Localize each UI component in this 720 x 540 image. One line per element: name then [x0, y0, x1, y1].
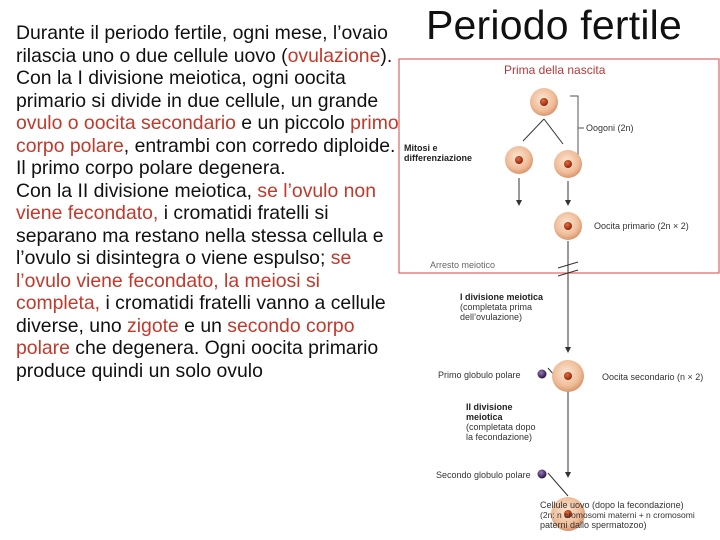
first-polar-body [538, 370, 547, 379]
paragraph-text: , entrambi con corredo diploide. Il primo corpo polare degenera. [16, 134, 396, 179]
second-polar-body [538, 470, 547, 479]
highlighted-text: primo corpo polare [16, 112, 399, 157]
highlighted-text: se l’ovulo non viene fecondato, [16, 179, 377, 224]
secondary-oocyte-cell [552, 360, 584, 392]
paragraph-text: i cromatidi fratelli vanno a cellule diverse, uno [16, 292, 386, 337]
prenatal-label: Prima della nascita [504, 63, 606, 77]
mitosis-label-line2: differenziazione [404, 153, 473, 163]
body-text [16, 22, 408, 382]
oogenesis-diagram [398, 56, 720, 540]
primary-oocyte-label: Oocita primario (2n × 2) [594, 221, 689, 231]
oogonium-cell-2 [505, 146, 533, 174]
slide-title: Periodo fertile [426, 2, 682, 48]
final-cell-label-line2: (2n: n cromosomi materni + n cromosomi [540, 510, 695, 520]
oogonium-cell-1 [530, 88, 558, 116]
primary-oocyte-cell [554, 212, 582, 240]
secondary-oocyte-label: Oocita secondario (n × 2) [602, 372, 704, 382]
first-polar-body-label: Primo globulo polare [438, 370, 521, 380]
oogoni-label: Oogoni (2n) [586, 123, 634, 133]
paragraph-text: che degenera. Ogni oocita primario produce quindi un solo ovulo [16, 337, 379, 382]
meiosis1-title: I divisione meiotica [460, 292, 544, 302]
meiosis1-sub1: (completata prima [460, 302, 533, 312]
paragraph-2 [16, 67, 408, 180]
meiosis2-title-line1: II divisione [466, 402, 513, 412]
paragraph-text: Con la I divisione meiotica, ogni oocita primario si divide in due cellule, un grande [16, 67, 379, 112]
paragraph-text: Con la II divisione meiotica, [16, 179, 258, 202]
highlighted-text: se l’ovulo viene fecondato, la meiosi si completa, [16, 247, 352, 314]
paragraph-3 [16, 180, 408, 383]
paragraph-text: ). [380, 44, 393, 67]
meiotic-arrest-label: Arresto meiotico [430, 260, 496, 270]
highlighted-text: ovulo o oocita secondario [16, 112, 236, 134]
meiosis1-sub2: dell’ovulazione) [460, 312, 523, 322]
oogonium-cell-3 [554, 150, 582, 178]
highlighted-text: ovulazione [287, 44, 381, 67]
second-polar-body-label: Secondo globulo polare [436, 470, 531, 480]
paragraph-1 [16, 22, 408, 67]
paragraph-text: i cromatidi fratelli si separano ma restano nella stessa cellula e l’ovulo si disintegra o viene espulso; [16, 202, 384, 269]
final-cell-label-line1: Cellule uovo (dopo la fecondazione) [540, 500, 684, 510]
final-cell-label-line3: paterni dallo spermatozoo) [540, 520, 647, 530]
paragraph-text: Durante il periodo fertile, ogni mese, l’ovaio rilascia uno o due cellule uovo ( [16, 22, 388, 67]
meiosis2-title-line2: meiotica [466, 412, 503, 422]
meiosis2-sub1: (completata dopo [466, 422, 536, 432]
paragraph-text: e un [178, 314, 228, 337]
mitosis-label-line1: Mitosi e [404, 143, 438, 153]
highlighted-text: secondo corpo polare [16, 314, 355, 359]
meiosis2-sub2: la fecondazione) [466, 432, 533, 442]
paragraph-text: e un piccolo [235, 112, 351, 134]
diagram-graphics [398, 56, 720, 540]
highlighted-text: zigote [127, 314, 179, 337]
